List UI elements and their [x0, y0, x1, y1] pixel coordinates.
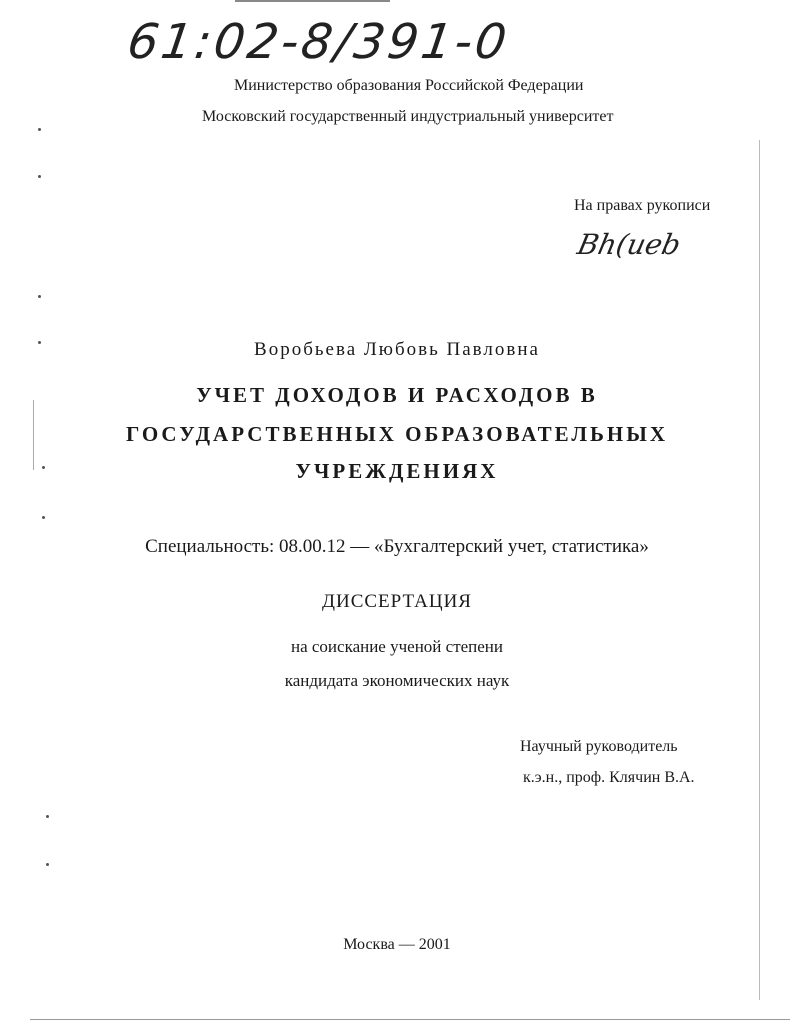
scan-speck: [38, 175, 41, 178]
degree-line-1: на соискание ученой степени: [290, 637, 504, 656]
scan-artifact-top-line: [235, 0, 390, 2]
university-name: Московский государственный индустриальный университет: [202, 108, 614, 125]
scan-artifact-bottom-line: [30, 1019, 790, 1020]
scan-artifact-right-edge: [759, 140, 760, 1000]
city-year: Москва — 2001: [343, 936, 451, 953]
scan-speck: [46, 863, 49, 866]
author-name: Воробьева Любовь Павловна: [254, 339, 540, 360]
handwritten-signature: Bh(ueb: [574, 228, 684, 261]
advisor-label: Научный руководитель: [520, 738, 678, 755]
scan-speck: [42, 516, 45, 519]
specialty-line: Специальность: 08.00.12 — «Бухгалтерский учет, статистика»: [145, 536, 649, 557]
dissertation-title-line-2: ГОСУДАРСТВЕННЫХ ОБРАЗОВАТЕЛЬНЫХ: [125, 422, 668, 446]
rights-note: На правах рукописи: [574, 197, 711, 214]
degree-line-2: кандидата экономических наук: [284, 671, 510, 690]
archive-code-handwritten: 61:02-8/391-0: [124, 14, 513, 70]
scan-speck: [38, 295, 41, 298]
dissertation-title-line-1: УЧЕТ ДОХОДОВ И РАСХОДОВ В: [196, 383, 598, 407]
document-type: ДИССЕРТАЦИЯ: [322, 591, 472, 612]
ministry-name: Министерство образования Российской Федерации: [234, 77, 584, 94]
dissertation-title-line-3: УЧРЕЖДЕНИЯХ: [295, 459, 499, 483]
scan-speck: [46, 815, 49, 818]
scan-speck: [38, 128, 41, 131]
advisor-name: к.э.н., проф. Клячин В.А.: [523, 769, 695, 786]
